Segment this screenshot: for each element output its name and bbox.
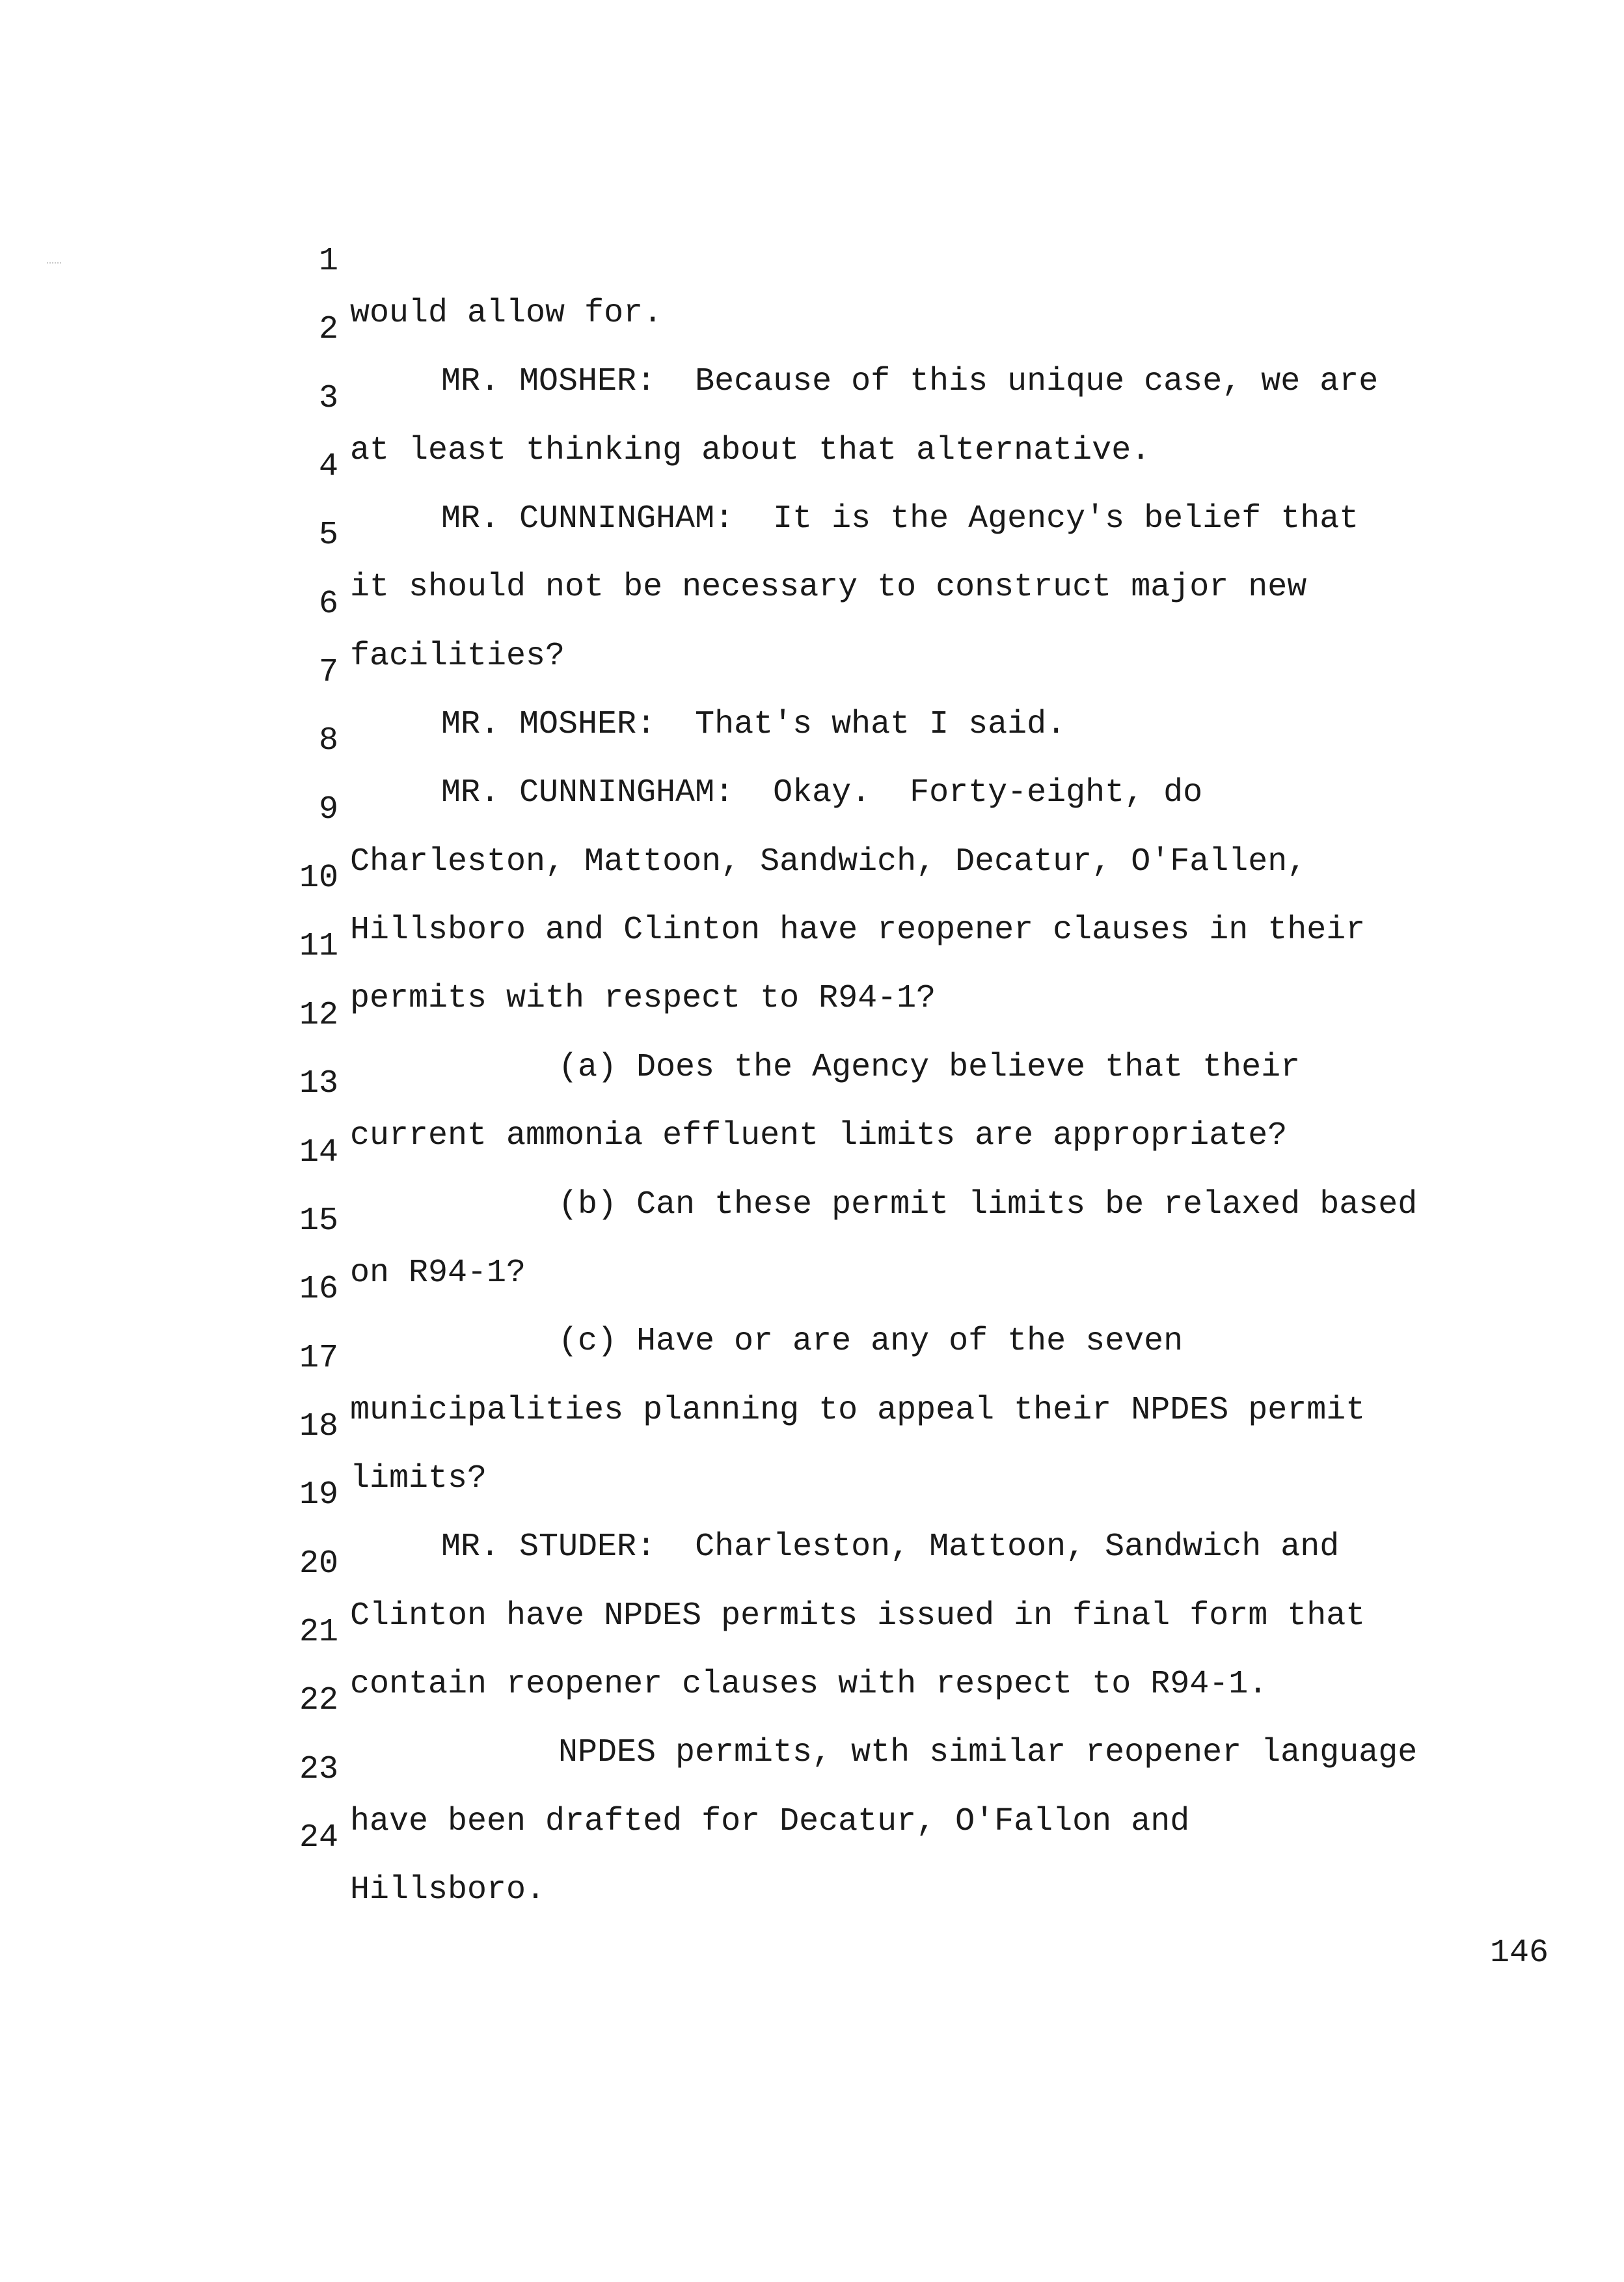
line-number: 23 (299, 1751, 338, 1788)
line-text: would allow for. (350, 295, 663, 332)
transcript-line (0, 183, 663, 332)
line-number: 15 (299, 1202, 338, 1240)
line-number: 22 (299, 1682, 338, 1719)
line-number: 6 (318, 586, 338, 623)
line-number: 5 (318, 517, 338, 554)
line-number: 10 (299, 860, 338, 897)
line-text: municipalities planning to appeal their NPDES permit (350, 1392, 1366, 1429)
line-text: MR. STUDER: Charleston, Mattoon, Sandwich and (441, 1528, 1340, 1566)
line-number: 13 (299, 1065, 338, 1102)
line-number: 9 (318, 791, 338, 828)
line-text: MR. CUNNINGHAM: Okay. Forty-eight, do (441, 774, 1203, 811)
line-text: (b) Can these permit limits be relaxed based (558, 1186, 1418, 1223)
line-text: on R94-1? (350, 1255, 526, 1292)
line-text: limits? (350, 1460, 487, 1497)
line-text: (c) Have or are any of the seven (558, 1323, 1184, 1360)
line-text: MR. CUNNINGHAM: It is the Agency's belief that (441, 500, 1359, 537)
line-number: 16 (299, 1271, 338, 1308)
line-text: Hillsboro and Clinton have reopener clauses in their (350, 912, 1366, 949)
line-number: 24 (299, 1819, 338, 1856)
line-number: 20 (299, 1545, 338, 1582)
line-text: contain reopener clauses with respect to R94-1. (350, 1666, 1268, 1703)
line-number: 18 (299, 1408, 338, 1445)
line-text: have been drafted for Decatur, O'Fallon and (350, 1803, 1190, 1840)
line-text: permits with respect to R94-1? (350, 980, 936, 1017)
line-text: at least thinking about that alternative. (350, 432, 1151, 469)
line-number: 11 (299, 928, 338, 965)
line-number: 14 (299, 1134, 338, 1171)
line-number: 8 (318, 722, 338, 759)
line-text: it should not be necessary to construct major new (350, 569, 1307, 606)
line-text: MR. MOSHER: That's what I said. (441, 706, 1066, 743)
line-text: Charleston, Mattoon, Sandwich, Decatur, O'Fallen, (350, 843, 1307, 880)
line-number: 3 (318, 380, 338, 417)
page-number: 146 (1489, 1935, 1549, 1972)
line-number: 17 (299, 1340, 338, 1377)
line-number: 1 (318, 243, 338, 280)
line-text: current ammonia effluent limits are appropriate? (350, 1117, 1288, 1154)
line-number: 19 (299, 1476, 338, 1514)
line-text: Hillsboro. (350, 1871, 546, 1908)
line-number: 12 (299, 997, 338, 1034)
line-number: 7 (318, 654, 338, 691)
line-number: 4 (318, 448, 338, 485)
line-text: MR. MOSHER: Because of this unique case, we are (441, 363, 1379, 400)
line-text: Clinton have NPDES permits issued in final form that (350, 1597, 1366, 1635)
line-number: 2 (318, 311, 338, 348)
line-number: 21 (299, 1614, 338, 1651)
transcript-line (0, 526, 565, 675)
line-text: (a) Does the Agency believe that their (558, 1049, 1301, 1086)
line-text: facilities? (350, 638, 565, 675)
line-text: NPDES permits, wth similar reopener language (558, 1734, 1418, 1771)
